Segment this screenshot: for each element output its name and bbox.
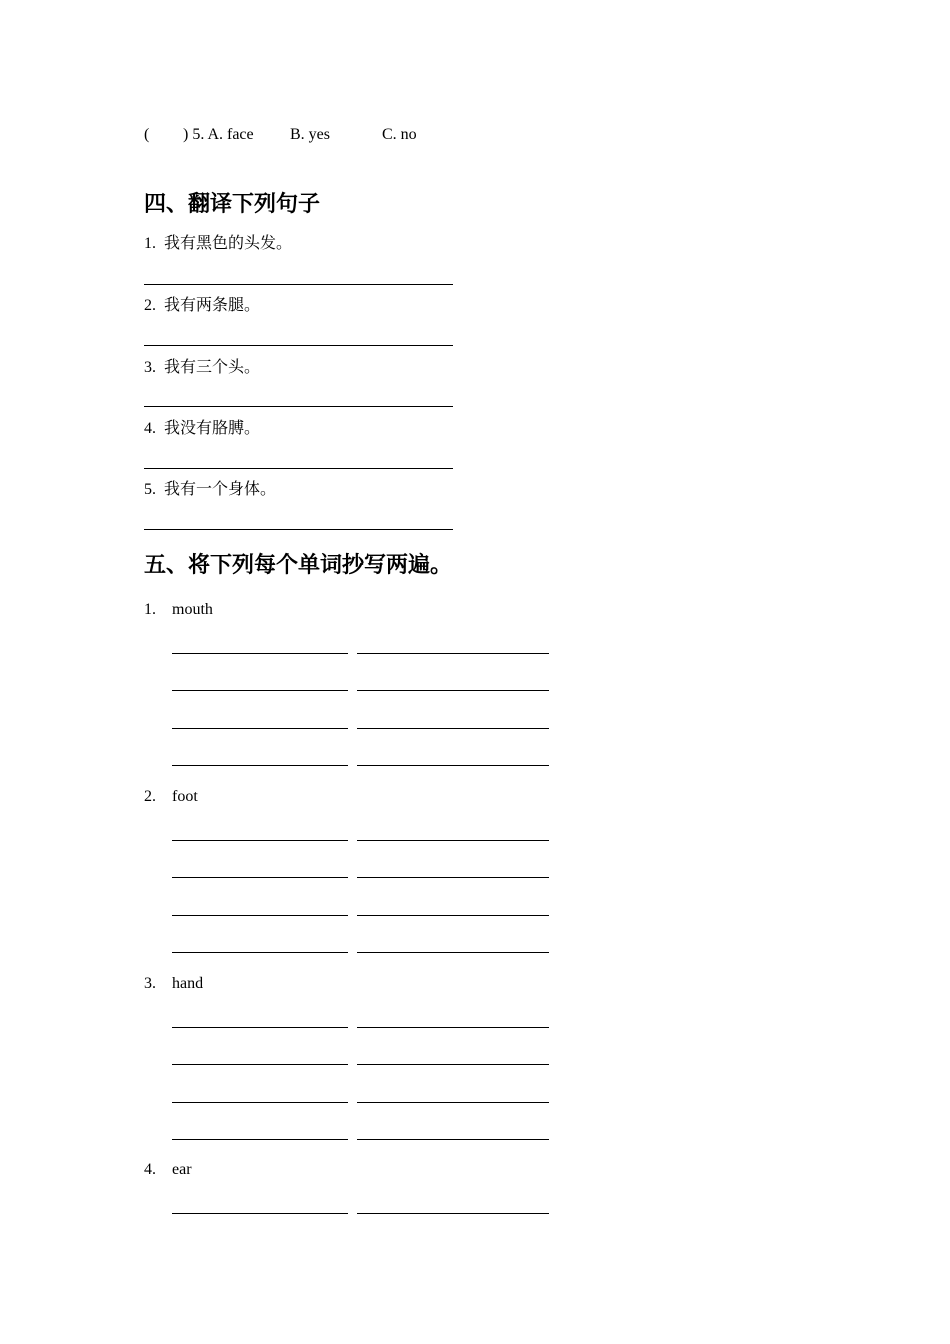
word-item-2: foot [172,788,198,805]
copy-line[interactable] [172,952,348,953]
item-text: 我有三个头。 [164,359,261,376]
item-text: 我有一个身体。 [164,481,277,498]
word-item-number-3: 3. [144,975,156,992]
item-text: 我没有胳膊。 [164,420,261,437]
option-c: C. no [382,126,417,143]
translate-item-4 [144,419,260,439]
copy-line[interactable] [357,877,549,878]
word-item-1: mouth [172,601,213,618]
copy-line[interactable] [357,952,549,953]
item-number: 5. [144,481,156,498]
copy-line[interactable] [172,1139,348,1140]
translate-item-1 [144,234,292,254]
item-text: 我有两条腿。 [164,297,261,314]
copy-line[interactable] [172,1102,348,1103]
copy-line[interactable] [357,1213,549,1214]
translate-item-3 [144,358,260,378]
item-number: 1. [144,235,156,252]
answer-line-3[interactable] [144,406,453,407]
copy-line[interactable] [357,728,549,729]
copy-line[interactable] [172,1027,348,1028]
copy-line[interactable] [172,915,348,916]
item-number: 4. [144,420,156,437]
word-item-3: hand [172,975,204,992]
copy-line[interactable] [172,765,348,766]
word-item-number-2: 2. [144,788,156,805]
answer-line-2[interactable] [144,345,453,346]
copy-line[interactable] [357,1027,549,1028]
item-number: 3. [144,359,156,376]
section-5-heading: 五、将下列每个单词抄写两遍。 [144,553,453,578]
copy-line[interactable] [357,690,549,691]
section-4-heading: 四、翻译下列句子 [144,192,321,217]
answer-line-4[interactable] [144,468,453,469]
answer-line-1[interactable] [144,284,453,285]
copy-line[interactable] [357,915,549,916]
paren-open: ( [144,126,150,143]
translate-item-5 [144,480,276,500]
translate-item-2 [144,296,260,316]
copy-line[interactable] [172,840,348,841]
copy-line[interactable] [357,765,549,766]
copy-line[interactable] [357,1064,549,1065]
item-text: 我有黑色的头发。 [164,235,293,252]
option-b: B. yes [290,126,330,143]
copy-line[interactable] [172,1064,348,1065]
copy-line[interactable] [357,1102,549,1103]
word-item-number-4: 4. [144,1161,156,1178]
copy-line[interactable] [357,840,549,841]
copy-line[interactable] [357,653,549,654]
copy-line[interactable] [172,877,348,878]
copy-line[interactable] [172,653,348,654]
copy-line[interactable] [357,1139,549,1140]
word-item-4: ear [172,1161,192,1178]
copy-line[interactable] [172,728,348,729]
word-item-number-1: 1. [144,601,156,618]
copy-line[interactable] [172,1213,348,1214]
copy-line[interactable] [172,690,348,691]
answer-line-5[interactable] [144,529,453,530]
question-5-stem: ) 5. A. face [183,126,254,143]
item-number: 2. [144,297,156,314]
